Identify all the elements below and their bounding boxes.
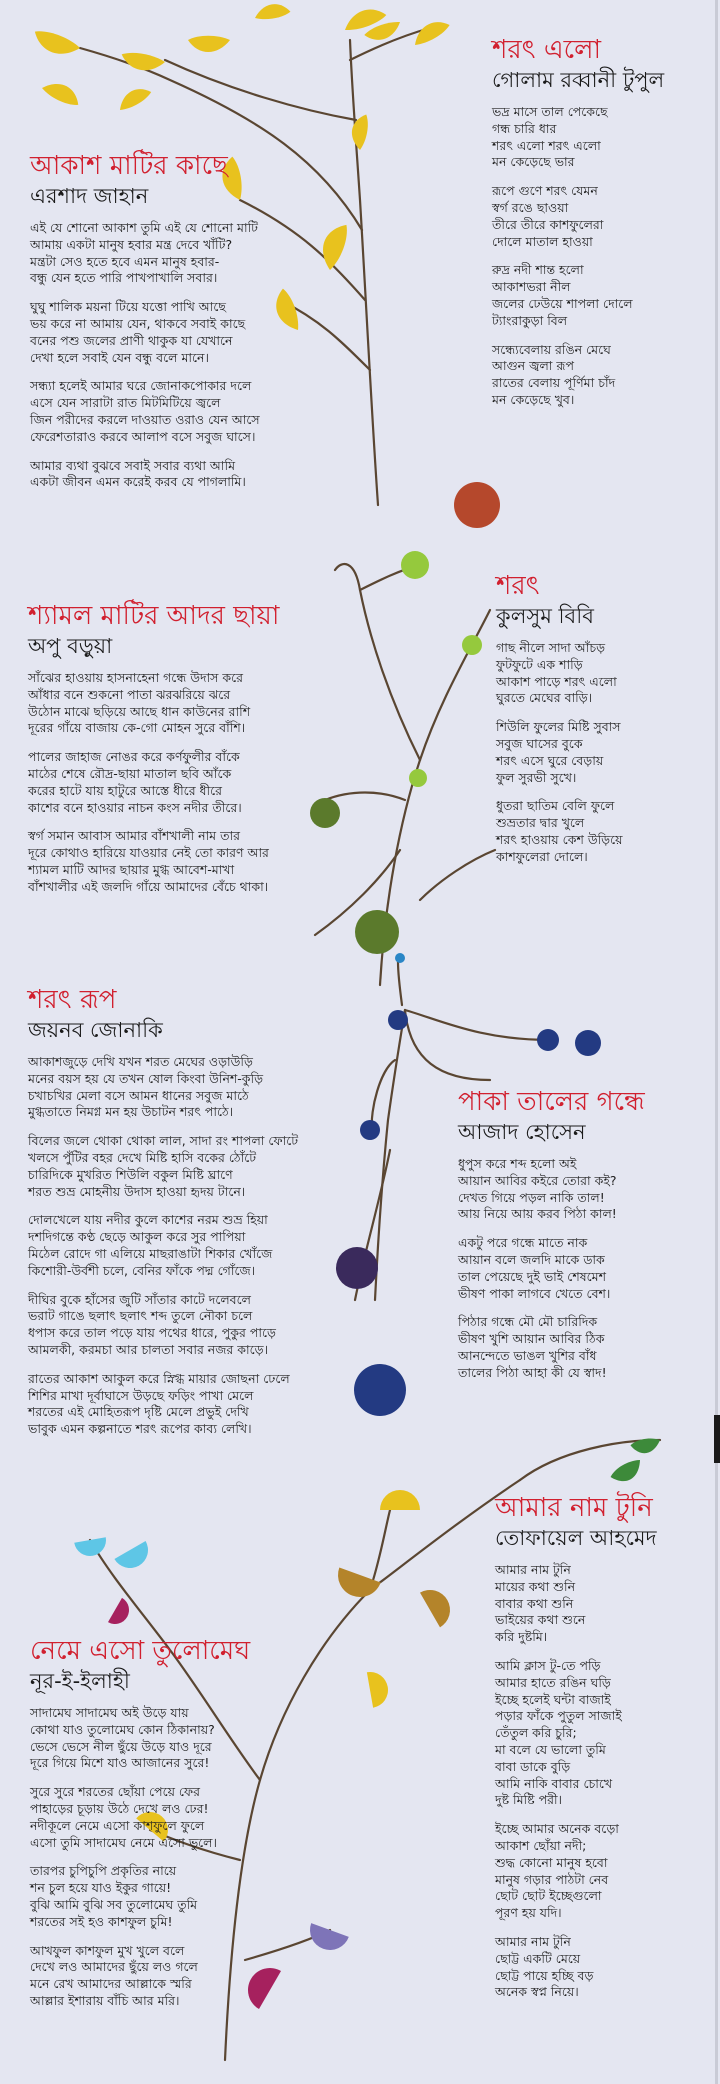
poem-line: দুষ্ট মিষ্টি পরী।: [495, 1792, 563, 1808]
tree-dot-icon: [360, 1120, 380, 1140]
tree-dot-icon: [454, 482, 500, 528]
poem-line: পড়ার ফাঁকে পুতুল সাজাই: [495, 1708, 622, 1724]
poem-line: শরত শুভ্র মোহনীয় উদাস হাওয়া হৃদয় টানে।: [28, 1183, 246, 1199]
poem-line: কিশোরী-উর্বশী চলে, বেনির ফাঁকে পদ্ম গোঁজে।: [28, 1262, 256, 1278]
poem-stanza: [492, 183, 664, 250]
tree-petal-icon: [114, 1541, 154, 1575]
poem-author: জয়নব জোনাকি: [28, 1018, 163, 1042]
poem-line: আনন্দেতে ভাঙল খুশির বাঁধ: [458, 1347, 597, 1363]
poem-title: আমার নাম টুনি: [495, 1493, 653, 1523]
poem-line: একটু পরে গন্ধে মাতে নাক: [458, 1235, 588, 1251]
poem-title: আকাশ মাটির কাছে: [30, 151, 228, 181]
poem-author: গোলাম রব্বানী টুপুল: [492, 68, 665, 92]
poem-line: এসে যেন সারাটা রাত মিটমিটিয়ে জ্বলে: [30, 395, 221, 411]
poem-stanza: [492, 104, 664, 171]
poem-line: দোলখেলে যায় নদীর কুলে কাশের নরম শুভ্র হিয়া: [28, 1212, 268, 1228]
poem-line: ভরাট গাঙে ছলাৎ ছলাৎ শব্দ তুলে নৌকা চলে: [28, 1308, 253, 1324]
poem-paka-taler: [458, 1086, 645, 1394]
poem-author: আজাদ হোসেন: [458, 1120, 586, 1144]
poem-line: মিঠেল রোদে গা এলিয়ে মাছরাঙাটা শিকার খোঁজে: [28, 1245, 273, 1261]
tree-dot-icon: [537, 1029, 559, 1051]
poem-line: শুভ্রতার দ্বার খুলে: [496, 815, 585, 831]
poem-stanza: [495, 1821, 657, 1922]
poem-title: শরৎ: [496, 571, 540, 601]
poem-line: আকাশজুড়ে দেখি যখন শরত মেঘের ওড়াউড়ি: [28, 1054, 253, 1069]
poem-line: ভয় করে না আমায় যেন, থাকবে সবাই কাছে: [30, 315, 246, 331]
poem-line: মনে রেখ আমাদের আল্লাকে স্মরি: [30, 1976, 192, 1992]
poem-line: ইচ্ছে হলেই ঘন্টা বাজাই: [495, 1691, 611, 1707]
poem-stanza: [458, 1314, 645, 1381]
poem-line: বাবার কথা শুনি: [495, 1595, 574, 1611]
tree-leaf-icon: [30, 27, 81, 61]
poem-line: করি দুষ্টমি।: [495, 1629, 548, 1645]
poem-line: ভাবুক এমন কল্পনাতে শরৎ রূপের কাব্য লেখি।: [28, 1421, 252, 1437]
poem-line: দশদিগন্তে কণ্ঠ ছেড়ে আকুল করে সুর পাপিয়া: [28, 1229, 246, 1245]
poem-author: তোফায়েল আহমেদ: [495, 1526, 657, 1550]
poem-stanza: [30, 1943, 250, 2010]
tree-petal-icon: [420, 1583, 457, 1628]
tree-dot-icon: [355, 910, 399, 954]
poem-line: সুরে সুরে শরতের ছোঁয়া পেয়ে ফের: [30, 1784, 201, 1800]
poem-line: করের হাটে যায় হাটুরে আস্তে ধীরে ধীরে: [28, 782, 223, 798]
tree-leaf-icon: [630, 1436, 662, 1455]
poem-line: শরতের এই মোহিতরূপ দৃষ্টি মেলে প্রভুই দেখি: [28, 1404, 249, 1420]
poem-line: আমার নাম টুনি: [495, 1562, 571, 1577]
poem-line: কাশের বনে হাওয়ার নাচন কংস নদীর তীরে।: [28, 799, 242, 815]
poem-line: কাশফুলেরা দোলে।: [496, 848, 588, 864]
poem-line: পিঠার গন্ধে মৌ মৌ চারিদিক: [458, 1314, 598, 1330]
poem-stanza: [28, 828, 279, 895]
poem-title: শরৎ রূপ: [28, 985, 117, 1015]
poem-neme-eso: [30, 1635, 250, 2022]
poem-line: উঠোন মাঝে ছড়িয়ে আছে ধান কাউনের রাশি: [28, 703, 251, 719]
poem-stanza: [495, 1934, 657, 2001]
poem-shyamal-matir: [28, 600, 279, 908]
tree-dot-icon: [310, 798, 340, 828]
poem-line: ভাইয়ের কথা শুনে: [495, 1612, 586, 1628]
poem-stanza: [496, 719, 622, 786]
tree-dot-icon: [336, 1247, 378, 1289]
poem-line: শিশির মাখা দূর্বাঘাসে উড়ছে ফড়িং পাখা মেলে: [28, 1387, 254, 1403]
poem-line: ঘুরতে মেঘের বাড়ি।: [496, 690, 593, 706]
poem-author: অপু বড়ুয়া: [28, 634, 113, 658]
poem-line: ঘুঘু শালিক ময়না টিয়ে যত্তো পাখি আছে: [30, 299, 226, 315]
poem-author: এরশাদ জাহান: [30, 184, 149, 208]
poem-line: ভীষণ খুশি আয়ান আবির ঠিক: [458, 1331, 605, 1347]
tree-branch: [405, 1010, 490, 1080]
poem-line: ভদ্র মাসে তাল পেকেছে: [492, 104, 608, 119]
tree-dot-icon: [409, 769, 427, 787]
poem-stanza: [28, 1292, 298, 1359]
poem-line: আমার ব্যথা বুঝবে সবাই সবার ব্যথা আমি: [30, 457, 236, 473]
tree-petal-icon: [332, 1567, 381, 1603]
poem-line: গাছ নীলে সাদা আঁচড়: [496, 640, 606, 655]
poem-line: বাবা ডাকে বুড়ি: [495, 1758, 571, 1774]
tree-branch: [398, 962, 402, 1005]
tree-dot-icon: [388, 1010, 408, 1030]
tree-dot-icon: [575, 1030, 601, 1056]
poem-line: তালের পিঠা আহা কী যে স্বাদ!: [458, 1364, 607, 1380]
poem-line: পূরণ হয় যদি।: [495, 1905, 562, 1921]
poem-stanza: [495, 1658, 657, 1809]
poem-line: আঁধার বনে শুকনো পাতা ঝরঝরিয়ে ঝরে: [28, 686, 231, 702]
poem-line: ফুল সুরভী সুখে।: [496, 769, 577, 785]
poem-stanza: [30, 220, 260, 287]
poem-line: তেঁতুল করি চুরি;: [495, 1725, 577, 1741]
poem-sharat-kulsum: [496, 570, 622, 878]
poem-line: আয় নিয়ে আয় করব পিঠা কাল!: [458, 1206, 617, 1222]
tree-branch: [335, 564, 420, 760]
poem-line: আয়ান আবির কইরে তোরা কই?: [458, 1172, 617, 1188]
poem-line: চারিদিকে মুখরিত শিউলি বকুল মিষ্টি ঘ্রাণে: [28, 1166, 233, 1182]
poem-stanza: [496, 798, 622, 865]
poem-line: দেখে লও আমাদের ছুঁয়ে লও গলে: [30, 1959, 198, 1975]
poem-stanza: [28, 1133, 298, 1200]
poem-line: ধপাস করে তাল পড়ে যায় পথের ধারে, পুকুর পাড়ে: [28, 1325, 276, 1341]
poem-line: শন চুল হয়ে যাও ইকুর গায়ে!: [30, 1880, 172, 1896]
poem-line: গন্ধ চারি ধার: [492, 120, 557, 136]
poem-line: সন্ধ্যেবেলায় রঙিন মেঘে: [492, 341, 611, 357]
poem-line: শরতের সই হও কাশফুল চুমি!: [30, 1913, 173, 1929]
poem-line: স্বর্গ সমান আবাস আমার বাঁশখালী নাম তার: [28, 828, 240, 844]
tree-dot-icon: [401, 551, 429, 579]
poem-stanza: [30, 299, 260, 366]
poem-line: জিন পরীদের করলে দাওয়াত ওরাও যেন আসে: [30, 411, 260, 427]
tree-leaf-icon: [316, 220, 351, 272]
poem-line: আয়ান বলে জলদি মাকে ডাক: [458, 1251, 605, 1267]
poem-line: দেখত গিয়ে পড়ল নাকি তাল!: [458, 1189, 605, 1205]
poem-line: ট্যাংরাকুড়া বিল: [492, 312, 568, 328]
poem-line: তারপর চুপিচুপি প্রকৃতির নায়ে: [30, 1863, 177, 1879]
poem-line: মা বলে যে ভালো তুমি: [495, 1741, 606, 1757]
tree-leaf-icon: [608, 1456, 646, 1487]
tree-leaf-icon: [40, 77, 83, 109]
poem-line: আল্লার ইশারায় বাঁচি আর মরি।: [30, 1992, 180, 2008]
poem-line: কোথা যাও তুলোমেঘ কোন ঠিকানায়?: [30, 1721, 215, 1737]
poem-line: সাঁঝের হাওয়ায় হাসনাহেনা গন্ধে উদাস করে: [28, 670, 244, 685]
poem-stanza: [30, 1705, 250, 1772]
poem-line: ভেসে ভেসে নীল ছুঁয়ে উড়ে যাও দূরে: [30, 1738, 212, 1754]
poem-line: মন্ত্রটা সেও হতে হবে এমন মানুষ হবার-: [30, 253, 220, 269]
poem-line: ইচ্ছে আমার অনেক বড়ো: [495, 1821, 619, 1837]
poem-line: আমার নাম টুনি: [495, 1933, 571, 1949]
poem-line: আমলকী, করমচা আর চালতা সবার নজর কাড়ে।: [28, 1341, 269, 1357]
tree-petal-icon: [367, 1669, 391, 1708]
poem-line: খলসে পুঁটির বহর দেখে মিষ্টি হাসি বকের ঠোঁটে: [28, 1149, 257, 1165]
poem-line: পালের জাহাজ নোঙর করে কর্ণফুলীর বাঁকে: [28, 749, 240, 765]
poem-line: বন্ধু যেন হতে পারি পাখপাখালি সবার।: [30, 270, 218, 286]
poem-stanza: [492, 262, 664, 329]
poem-title: শরৎ এলো: [492, 35, 601, 65]
poem-line: মুগ্ধতাতে নিমগ্ন মন হয় উচাটন শরৎ পাঠে।: [28, 1104, 234, 1120]
poem-line: ভীষণ পাকা লাগবে খেতে বেশ।: [458, 1285, 611, 1301]
tree-branch: [420, 850, 495, 900]
poem-line: সবুজ ঘাসের বুকে: [496, 735, 583, 751]
poem-line: ধুপুস করে শব্দ হলো অই: [458, 1156, 577, 1171]
poem-line: পাহাড়ের চূড়ায় উঠে দেখে লও ঢের!: [30, 1800, 209, 1816]
poem-line: ছোট ছোট ইচ্ছেগুলো: [495, 1888, 602, 1904]
poem-line: আগুন জ্বলা রূপ: [492, 358, 574, 374]
tree-leaf-icon: [115, 83, 153, 113]
poem-stanza: [30, 378, 260, 445]
poem-stanza: [28, 749, 279, 816]
poem-stanza: [496, 640, 622, 707]
tree-leaf-icon: [253, 1, 291, 21]
poem-title: শ্যামল মাটির আদর ছায়া: [28, 601, 280, 631]
poem-sharat-elo: [492, 34, 664, 421]
poem-stanza: [28, 1212, 298, 1279]
poem-line: দূরের গাঁয়ে বাজায় কে-গো মোহন সুরে বাঁশি।: [28, 720, 246, 736]
poem-line: সন্ধ্যা হলেই আমার ঘরে জোনাকপোকার দলে: [30, 378, 252, 394]
poem-line: সাদামেঘ সাদামেঘ অই উড়ে যায়: [30, 1705, 189, 1720]
poem-akash-matir-kachhe: [30, 150, 260, 503]
poem-line: ফুটফুটে এক শাড়ি: [496, 656, 583, 672]
poem-stanza: [458, 1156, 645, 1223]
poem-line: মনের বয়স হয় যে তখন ষোল কিংবা উনিশ-কুড়ি: [28, 1070, 264, 1086]
poem-line: আমি ক্লাস টু-তে পড়ি: [495, 1657, 601, 1673]
poem-line: বুঝি আমি বুঝি সব তুলোমেঘ তুমি: [30, 1896, 198, 1912]
tree-petal-icon: [74, 1537, 108, 1558]
poem-line: আকাশ ছোঁয়া নদী;: [495, 1837, 587, 1853]
poem-line: বাঁশখালীর এই জলদি গাঁয়ে আমাদের বেঁচে থাকা।: [28, 878, 269, 894]
poem-line: দোলে মাতাল হাওয়া: [492, 233, 593, 249]
tree-petal-icon: [380, 1490, 420, 1510]
poem-title: নেমে এসো তুলোমেঘ: [30, 1636, 251, 1666]
tree-dot-icon: [462, 635, 482, 655]
tree-branch: [325, 793, 405, 801]
poem-stanza: [30, 458, 260, 492]
poem-stanza: [492, 342, 664, 409]
poem-line: দীঘির বুকে হাঁসের জুটি সাঁতার কাটে দলেবলে: [28, 1291, 251, 1307]
poem-line: মায়ের কথা শুনি: [495, 1578, 576, 1594]
poem-stanza: [458, 1235, 645, 1302]
poem-line: বিলের জলে থোকা থোকা লাল, সাদা রং শাপলা ফোটে: [28, 1133, 299, 1149]
tree-petal-icon: [108, 1598, 134, 1629]
poem-line: মাঠের শেষে রৌদ্র-ছায়া মাতাল ছবি আঁকে: [28, 765, 232, 781]
poem-line: দূরে গিয়ে মিশে যাও আজানের সুরে!: [30, 1755, 210, 1771]
scroll-marker: [714, 1415, 720, 1463]
poem-line: বনের পশু জলের প্রাণী থাকুক যা যেখানে: [30, 332, 233, 348]
poem-line: মন কেড়েছে খুব।: [492, 391, 575, 407]
poem-line: শ্যামল মাটি আদর ছায়ার মুগ্ধ আবেশ-মাখা: [28, 861, 235, 877]
poem-line: আকাশ পাড়ে শরৎ এলো: [496, 673, 617, 689]
tree-branch: [405, 1010, 550, 1040]
poem-sharat-rup: [28, 984, 298, 1450]
poem-line: একটা জীবন এমন করেই করব যে পাগলামি।: [30, 474, 246, 490]
poem-line: তাল পেয়েছে দুই ভাই শেষমেশ: [458, 1268, 606, 1284]
poem-line: এই যে শোনো আকাশ তুমি এই যে শোনো মাটি: [30, 220, 258, 235]
poem-line: মানুষ গড়ার পাঠটা নেব: [495, 1871, 609, 1887]
page-edge: [715, 0, 718, 2084]
poem-title: পাকা তালের গন্ধে: [458, 1087, 645, 1117]
poem-amar-nam-tuni: [495, 1492, 657, 2013]
poem-stanza: [28, 670, 279, 737]
poem-line: রুদ্র নদী শান্ত হলো: [492, 262, 584, 278]
poem-line: দূরে কোথাও হারিয়ে যাওয়ার নেই তো কারণ আর: [28, 845, 269, 861]
poem-line: ধুতরা ছাতিম বেলি ফুলে: [496, 798, 615, 814]
poem-line: আমি নাকি বাবার চোখে: [495, 1775, 613, 1791]
poem-line: ফেরেশতারাও করবে আলাপ বসে সবুজ ঘাসে।: [30, 428, 256, 444]
poem-stanza: [495, 1562, 657, 1646]
poem-line: রাতের বেলায় পূর্ণিমা চাঁদ: [492, 375, 616, 391]
poem-line: রূপে গুণে শরৎ যেমন: [492, 183, 598, 199]
poem-line: আমার হাতে রঙিন ঘড়ি: [495, 1674, 611, 1690]
poem-line: শিউলি ফুলের মিষ্টি সুবাস: [496, 719, 621, 735]
poem-line: দেখা হলে সবাই যেন বন্ধু বলে মানে।: [30, 349, 209, 365]
poem-line: আকাশভরা নীল: [492, 279, 571, 295]
poem-line: স্বর্গ রঙে ছাওয়া: [492, 199, 569, 215]
poem-author: নূর-ই-ইলাহী: [30, 1669, 130, 1693]
poem-line: শরৎ এসে ঘুরে বেড়ায়: [496, 752, 604, 768]
poem-line: শুদ্ধ কোনো মানুষ হবো: [495, 1854, 608, 1870]
poem-line: ছোট্ট পায়ে হচ্ছি বড়: [495, 1967, 594, 1983]
poem-line: রাতের আকাশ আকুল করে স্নিগ্ধ মায়ার জোছনা ঢেলে: [28, 1370, 290, 1386]
poem-line: চখাচখির মেলা বসে আমন ধানের সবুজ মাঠে: [28, 1087, 249, 1103]
poem-line: এসো তুমি সাদামেঘ নেমে এসো ভুলে।: [30, 1834, 217, 1850]
poem-line: আখফুল কাশফুল মুখ খুলে বলে: [30, 1942, 185, 1958]
poem-line: ছোট্ট একটি মেয়ে: [495, 1950, 581, 1966]
poem-line: অনেক স্বপ্ন নিয়ে।: [495, 1984, 579, 2000]
tree-dot-icon: [354, 1364, 406, 1416]
tree-branch: [350, 40, 378, 505]
poem-line: জলের ঢেউয়ে শাপলা দোলে: [492, 295, 633, 311]
poem-line: তীরে তীরে কাশফুলেরা: [492, 216, 604, 232]
tree-dot-icon: [395, 953, 405, 963]
poem-line: আমায় একটা মানুষ হবার মন্ত্র দেবে খাঁটি?: [30, 236, 233, 252]
poem-stanza: [30, 1784, 250, 1851]
poem-stanza: [28, 1371, 298, 1438]
poem-line: শরৎ এলো শরৎ এলো: [492, 137, 601, 153]
poem-line: শরৎ হাওয়ায় কেশ উড়িয়ে: [496, 831, 623, 847]
poem-stanza: [30, 1863, 250, 1930]
poem-line: মন কেড়েছে ভার: [492, 154, 575, 170]
poem-author: কুলসুম বিবি: [496, 604, 594, 628]
poem-stanza: [28, 1054, 298, 1121]
tree-leaf-icon: [188, 36, 230, 52]
poem-line: নদীকূলে নেমে এসো কাশফুলে ফুলে: [30, 1817, 205, 1833]
